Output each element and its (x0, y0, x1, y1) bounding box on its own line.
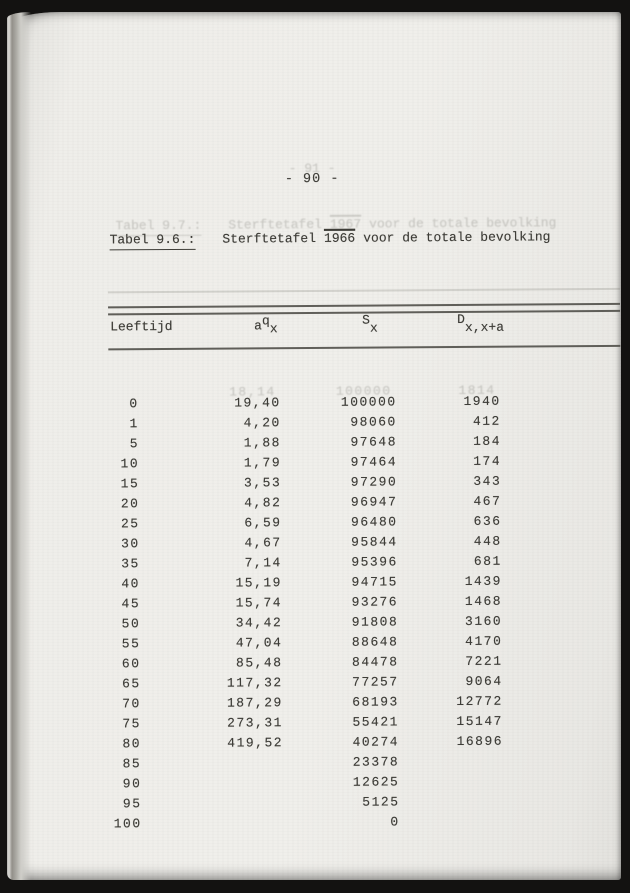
table-title-label: Tabel 9.6.: (110, 232, 196, 251)
cell-dx: 7221 (465, 653, 503, 669)
ghost-title-label: Tabel 9.7.: (115, 218, 201, 237)
ghost-page-number: - 91 - (288, 160, 336, 177)
ghost-title-pre: Sterftetafel (228, 216, 322, 233)
ghost-cell-sx: 100000 (335, 383, 392, 399)
page-number: - 90 - (284, 171, 340, 188)
cell-aqx: 34,42 (235, 615, 283, 631)
cell-sx: 55421 (352, 714, 399, 730)
table-row (108, 532, 502, 555)
table-row (109, 712, 503, 735)
cell-aqx: 4,82 (244, 495, 282, 511)
cell-age: 1 (129, 416, 139, 432)
ghost-title-year: 1967 (329, 216, 362, 232)
cell-age: 50 (121, 616, 141, 632)
column-header-dx (457, 311, 505, 335)
cell-age: 90 (122, 776, 142, 792)
table-row (107, 452, 501, 475)
cell-aqx: 187,29 (226, 695, 283, 711)
sx-main: S (362, 312, 370, 328)
cell-dx (399, 752, 503, 773)
table-row (107, 412, 501, 435)
cell-aqx: 19,40 (234, 395, 281, 411)
column-header-sx (362, 312, 378, 336)
mortality-table (107, 392, 504, 835)
cell-aqx: 1,79 (243, 455, 282, 471)
table-row (110, 812, 504, 835)
cell-dx: 343 (473, 473, 502, 489)
page-content (4, 10, 624, 882)
cell-sx: 40274 (352, 734, 400, 750)
table-row (107, 392, 501, 415)
table-row (107, 472, 501, 495)
cell-aqx: 1,88 (243, 435, 282, 451)
dx-sub: x,x+a (464, 319, 505, 335)
cell-aqx (141, 793, 283, 814)
cell-dx: 12772 (456, 693, 503, 710)
cell-aqx: 6,59 (244, 515, 282, 531)
table-row (109, 672, 503, 695)
cell-sx: 12625 (352, 774, 400, 790)
cell-aqx: 7,14 (244, 555, 282, 571)
table-row (108, 632, 502, 655)
ghost-cell-dx: 1814 (458, 382, 496, 398)
ghost-title-post: voor de totale bevolking (369, 215, 557, 232)
table-row (109, 732, 503, 755)
table-row (109, 792, 503, 815)
cell-sx: 77257 (352, 674, 399, 690)
cell-aqx (142, 813, 284, 834)
table-title-post: voor de totale bevolking (363, 229, 551, 246)
cell-aqx: 117,32 (226, 675, 283, 691)
cell-sx: 91808 (351, 614, 399, 630)
aqx-prefix: a (254, 318, 263, 334)
cell-age: 65 (121, 676, 141, 692)
cell-dx: 681 (473, 553, 502, 569)
cell-sx: 100000 (340, 394, 397, 410)
cell-aqx: 85,48 (235, 655, 283, 671)
cell-aqx (141, 773, 283, 794)
table-title-pre: Sterftetafel (222, 230, 317, 247)
cell-age: 95 (122, 796, 142, 812)
cell-sx: 96947 (350, 494, 398, 510)
cell-age: 30 (121, 536, 140, 552)
sx-sub: x (369, 320, 378, 336)
cell-aqx: 47,04 (235, 635, 283, 651)
cell-sx: 95396 (351, 554, 398, 570)
cell-dx (399, 772, 503, 793)
cell-dx: 1940 (463, 393, 501, 409)
cell-dx (400, 812, 504, 833)
dx-main: D (457, 311, 465, 327)
cell-dx: 184 (473, 433, 502, 449)
cell-aqx (141, 753, 283, 774)
table-row (107, 512, 501, 535)
cell-sx: 98060 (350, 414, 397, 430)
cell-dx: 174 (473, 453, 502, 469)
cell-sx: 88648 (351, 634, 399, 650)
cell-age: 85 (122, 756, 142, 772)
cell-age: 35 (121, 556, 140, 572)
ghost-cell-aqx: 18,14 (229, 384, 276, 400)
cell-age: 70 (122, 696, 141, 712)
cell-sx: 96480 (350, 514, 398, 530)
cell-sx: 94715 (351, 574, 399, 590)
cell-dx: 1468 (464, 593, 503, 609)
table-row (107, 432, 501, 455)
table-row (108, 572, 502, 595)
cell-sx: 5125 (362, 794, 400, 810)
column-header-aqx (254, 313, 278, 337)
cell-age: 15 (120, 476, 140, 492)
cell-aqx: 15,74 (235, 595, 283, 611)
table-title-year: 1966 (323, 230, 356, 246)
table-top-rule-1 (108, 303, 620, 308)
cell-sx: 68193 (352, 694, 399, 710)
table-row (107, 492, 501, 515)
table-row (108, 612, 502, 635)
cell-age: 5 (129, 436, 140, 452)
cell-age: 10 (120, 456, 140, 472)
cell-aqx: 4,20 (243, 415, 281, 431)
cell-age: 80 (122, 736, 142, 752)
cell-dx: 15147 (456, 713, 503, 730)
cell-age: 40 (121, 576, 141, 592)
table-row (108, 592, 502, 615)
cell-dx: 467 (473, 493, 502, 509)
cell-dx: 448 (473, 533, 502, 549)
table-row (109, 752, 503, 775)
scanned-page (7, 12, 621, 880)
cell-aqx: 419,52 (227, 735, 284, 751)
cell-sx: 97648 (350, 434, 398, 450)
cell-age: 55 (121, 636, 141, 652)
table-title (110, 229, 551, 250)
cell-dx: 16896 (456, 733, 504, 750)
cell-aqx: 15,19 (235, 575, 283, 591)
cell-dx (399, 792, 503, 813)
aqx-sub: x (269, 321, 278, 337)
cell-sx: 97464 (350, 454, 398, 470)
cell-dx: 636 (473, 513, 502, 529)
cell-age: 0 (129, 396, 139, 412)
cell-aqx: 4,67 (244, 535, 282, 551)
cell-sx: 0 (390, 814, 400, 830)
cell-dx: 412 (472, 413, 501, 429)
table-row (109, 692, 503, 715)
cell-age: 25 (120, 516, 140, 532)
cell-aqx: 273,31 (227, 715, 283, 731)
ghost-rule (108, 288, 620, 293)
cell-dx: 1439 (464, 573, 503, 589)
table-row (108, 652, 502, 675)
cell-sx: 93276 (351, 594, 399, 610)
cell-dx: 3160 (464, 613, 503, 629)
cell-dx: 4170 (465, 633, 503, 649)
column-header-leeftijd: Leeftijd (110, 318, 173, 335)
cell-sx: 84478 (351, 654, 399, 670)
table-row (109, 772, 503, 795)
cell-aqx: 3,53 (243, 475, 282, 491)
table-row (108, 552, 502, 575)
table-header-bottom-rule (108, 345, 620, 350)
cell-age: 60 (121, 656, 141, 672)
cell-sx: 23378 (352, 754, 400, 770)
cell-dx: 9064 (465, 673, 503, 689)
cell-age: 45 (121, 596, 141, 612)
cell-age: 100 (113, 816, 142, 832)
cell-age: 75 (122, 716, 141, 732)
aqx-main: q (261, 313, 270, 329)
cell-sx: 95844 (351, 534, 398, 550)
cell-sx: 97290 (350, 474, 398, 490)
cell-age: 20 (120, 496, 140, 512)
